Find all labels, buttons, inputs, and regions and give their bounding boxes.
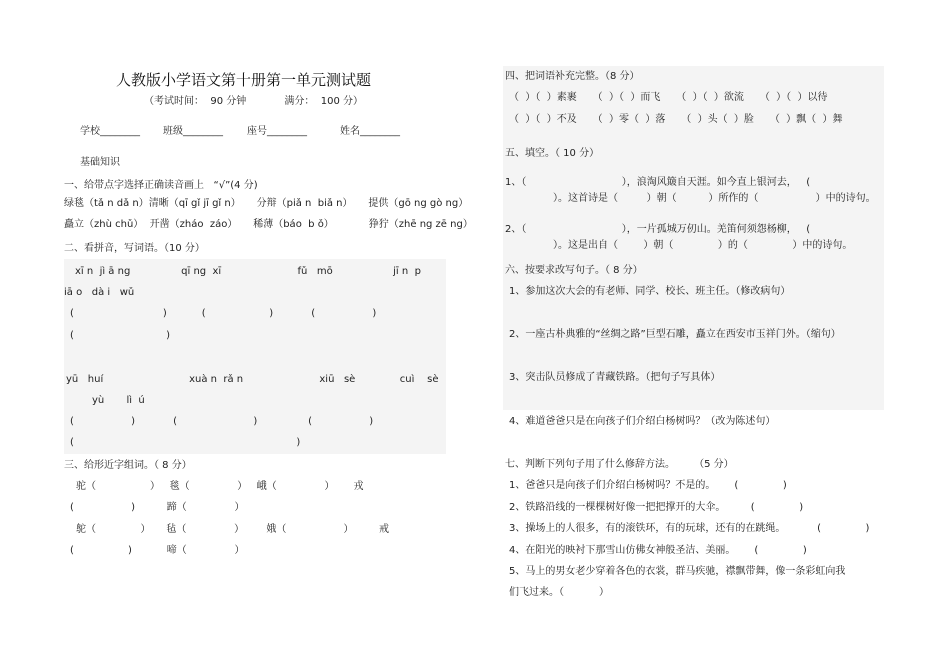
- q2-answer-row3[interactable]: ( ) ( ) ( ): [70, 416, 374, 427]
- q6-heading: 六、按要求改写句子。（ 8 分）: [505, 265, 643, 276]
- q2-answer-row1[interactable]: ( ) ( ) ( ): [70, 308, 377, 319]
- q2-heading: 二、看拼音，写词语。（10 分）: [64, 243, 205, 254]
- q6-item2[interactable]: 2、一座古朴典雅的“丝绸之路”巨型石雕，矗立在西安市玉祥门外。（缩句）: [509, 329, 841, 340]
- q3-row1[interactable]: 驼（ ） 毯（ ） 峨（ ） 戎: [76, 481, 364, 492]
- page-title: 人教版小学语文第十册第一单元测试题: [116, 71, 372, 89]
- q1-line1[interactable]: 绿毯（tǎ n dǎ n）清晰（qī gǐ jī gǐ n） 分辩（piǎ n biǎ n） 提供（gō ng gò ng）: [64, 198, 469, 209]
- q7-item3[interactable]: 3、操场上的人很多，有的滚铁环，有的玩球，还有的在跳绳。 ( ): [509, 523, 870, 534]
- exam-info: （考试时间： 90 分钟 满分： 100 分）: [144, 96, 364, 107]
- q2-pinyin-row4: yù lì ú: [92, 395, 145, 406]
- q4-row1[interactable]: （ ）（ ）素裹 （ ）（ ）而飞 （ ）（ ）欲流 （ ）（ ）以待: [509, 92, 828, 103]
- q5-item1-line1[interactable]: 1、（ ），浪淘风簸自天涯。如今直上银河去， (: [505, 177, 811, 188]
- q1-line2[interactable]: 矗立（zhù chǔ） 开凿（zháo záo） 稀薄（báo b ǒ） 狰狞（zhē ng zē ng）: [64, 219, 473, 230]
- q3-row3[interactable]: 鸵（ ） 毡（ ） 娥（ ） 戒: [76, 524, 389, 535]
- q2-answer-row4[interactable]: ( ): [70, 437, 301, 448]
- q7-item5-line2[interactable]: 们飞过来。（ ）: [509, 587, 609, 598]
- q3-row2[interactable]: ( ) 蹄（ ）: [70, 502, 245, 513]
- q2-answer-row2[interactable]: ( ): [70, 330, 170, 341]
- q6-item4[interactable]: 4、难道爸爸只是在向孩子们介绍白杨树吗？（改为陈述句）: [509, 416, 776, 427]
- q7-item4[interactable]: 4、在阳光的映衬下那雪山仿佛女神般圣洁、美丽。 ( ): [509, 545, 807, 556]
- q4-row2[interactable]: （ ）（ ）不及 （ ）零（ ）落 （ ）头（ ）脸 （ ）飘（ ）舞: [509, 114, 843, 125]
- q3-row4[interactable]: ( ) 啼（ ）: [70, 545, 245, 556]
- q2-pinyin-row3: yū huí xuà n rǎ n xiū sè cuì sè: [66, 374, 439, 385]
- q5-item2-line2[interactable]: ）。这是出自（ ）朝（ ）的（ ）中的诗句。: [553, 240, 853, 251]
- q6-item3[interactable]: 3、突击队员修成了青藏铁路。（把句子写具体）: [509, 372, 721, 383]
- q6-item1[interactable]: 1、参加这次大会的有老师、同学、校长、班主任。（修改病句）: [509, 286, 791, 297]
- q7-item2[interactable]: 2、铁路沿线的一棵棵树好像一把把撑开的大伞。 ( ): [509, 502, 804, 513]
- q5-item2-line1[interactable]: 2、（ ），一片孤城万仞山。羌笛何须怨杨柳， (: [505, 224, 811, 235]
- school-field[interactable]: 学校________: [80, 126, 140, 137]
- q4-heading: 四、把词语补充完整。（8 分）: [505, 71, 640, 82]
- q1-heading: 一、给带点字选择正确读音画上 “√”(4 分): [64, 180, 258, 191]
- q7-heading: 七、判断下列句子用了什么修辞方法。 （5 分）: [505, 459, 734, 470]
- q3-heading: 三、给形近字组词。（ 8 分）: [64, 460, 192, 471]
- q5-item1-line2[interactable]: ）。这首诗是（ ）朝（ ）所作的（ ）中的诗句。: [553, 193, 876, 204]
- q5-heading: 五、填空。（ 10 分）: [505, 148, 600, 159]
- q2-pinyin-row1: xī n jì ā ng qī ng xī fǔ mō jī n p: [75, 266, 421, 277]
- q7-item5-line1[interactable]: 5、马上的男女老少穿着各色的衣裳，群马疾驰，襟飘带舞，像一条彩虹向我: [509, 566, 846, 577]
- class-field[interactable]: 班级________: [163, 126, 223, 137]
- q2-pinyin-row2: iā o dà i wǔ: [64, 287, 135, 298]
- q7-item1[interactable]: 1、爸爸只是向孩子们介绍白杨树吗？不是的。 ( ): [509, 480, 787, 491]
- basic-knowledge-heading: 基础知识: [80, 157, 120, 168]
- name-field[interactable]: 姓名________: [340, 126, 400, 137]
- seat-field[interactable]: 座号________: [247, 126, 307, 137]
